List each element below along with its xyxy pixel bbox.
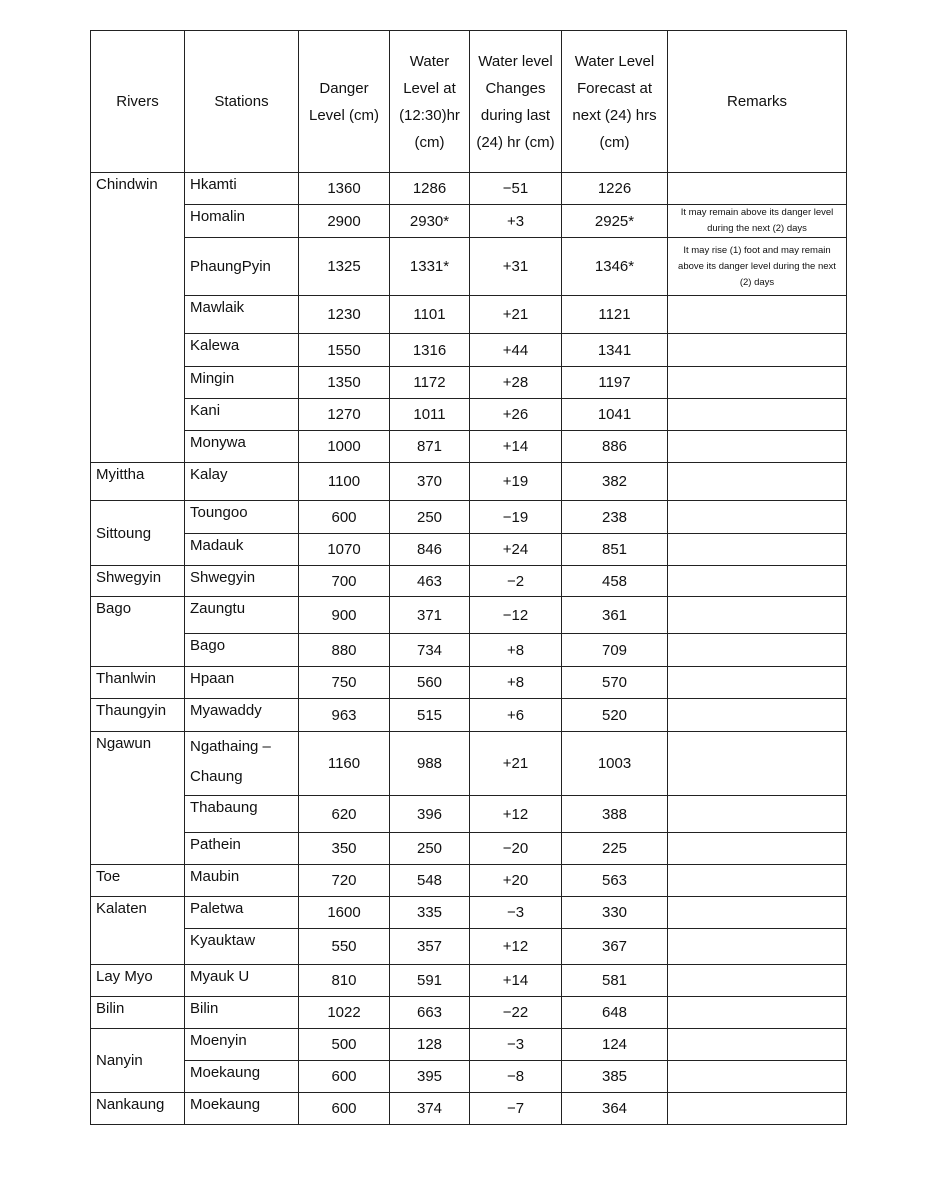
danger-level-cell: 1360 (299, 173, 390, 205)
level-change-cell: +8 (470, 667, 562, 699)
river-cell: Bilin (91, 997, 185, 1029)
remarks-cell (668, 965, 847, 997)
table-row (91, 732, 847, 796)
river-cell: Nanyin (91, 1029, 185, 1093)
danger-level-cell: 600 (299, 1093, 390, 1125)
level-change-cell: +28 (470, 367, 562, 399)
river-cell: Toe (91, 865, 185, 897)
table-row (91, 929, 847, 965)
water-level-cell: 871 (390, 431, 470, 463)
remarks-cell (668, 929, 847, 965)
station-cell: Hpaan (185, 667, 299, 699)
remarks-cell (668, 463, 847, 501)
forecast-cell: 1341 (562, 334, 668, 367)
table-row (91, 431, 847, 463)
table-row (91, 965, 847, 997)
level-change-cell: +12 (470, 929, 562, 965)
water-level-table (90, 30, 847, 1125)
water-level-cell: 335 (390, 897, 470, 929)
danger-level-cell: 810 (299, 965, 390, 997)
remarks-cell (668, 699, 847, 732)
forecast-cell: 648 (562, 997, 668, 1029)
level-change-cell: +14 (470, 431, 562, 463)
danger-level-cell: 1270 (299, 399, 390, 431)
station-cell: Mawlaik (185, 296, 299, 334)
river-cell: Sittoung (91, 501, 185, 566)
station-cell: Kani (185, 399, 299, 431)
forecast-cell: 388 (562, 796, 668, 833)
danger-level-cell: 1600 (299, 897, 390, 929)
forecast-cell: 1226 (562, 173, 668, 205)
forecast-cell: 520 (562, 699, 668, 732)
forecast-cell: 570 (562, 667, 668, 699)
station-cell: Hkamti (185, 173, 299, 205)
danger-level-cell: 1325 (299, 238, 390, 296)
header-row (91, 31, 847, 173)
table-row (91, 238, 847, 296)
level-change-cell: +26 (470, 399, 562, 431)
danger-level-cell: 963 (299, 699, 390, 732)
table-row (91, 534, 847, 566)
level-change-cell: +20 (470, 865, 562, 897)
remarks-cell (668, 296, 847, 334)
danger-level-cell: 1022 (299, 997, 390, 1029)
station-cell: Ngathaing – Chaung (185, 732, 299, 796)
water-level-cell: 371 (390, 597, 470, 634)
remarks-cell (668, 1029, 847, 1061)
danger-level-cell: 600 (299, 501, 390, 534)
river-cell: Nankaung (91, 1093, 185, 1125)
station-cell: Toungoo (185, 501, 299, 534)
level-change-cell: +6 (470, 699, 562, 732)
water-level-cell: 463 (390, 566, 470, 597)
level-change-cell: −12 (470, 597, 562, 634)
table-row (91, 367, 847, 399)
station-cell: Moekaung (185, 1093, 299, 1125)
forecast-cell: 1003 (562, 732, 668, 796)
water-level-cell: 370 (390, 463, 470, 501)
remarks-cell (668, 667, 847, 699)
table-row (91, 566, 847, 597)
danger-level-cell: 1100 (299, 463, 390, 501)
table-row (91, 865, 847, 897)
forecast-cell: 1121 (562, 296, 668, 334)
table-row (91, 296, 847, 334)
river-cell: Bago (91, 597, 185, 667)
danger-level-cell: 620 (299, 796, 390, 833)
remarks-cell (668, 732, 847, 796)
forecast-cell: 124 (562, 1029, 668, 1061)
header-rivers: Rivers (91, 31, 185, 173)
water-level-cell: 374 (390, 1093, 470, 1125)
forecast-cell: 2925* (562, 205, 668, 238)
station-cell: Shwegyin (185, 566, 299, 597)
danger-level-cell: 1230 (299, 296, 390, 334)
forecast-cell: 330 (562, 897, 668, 929)
water-level-cell: 548 (390, 865, 470, 897)
remarks-cell (668, 501, 847, 534)
water-level-cell: 395 (390, 1061, 470, 1093)
danger-level-cell: 900 (299, 597, 390, 634)
forecast-cell: 1041 (562, 399, 668, 431)
water-level-cell: 515 (390, 699, 470, 732)
danger-level-cell: 1550 (299, 334, 390, 367)
level-change-cell: −2 (470, 566, 562, 597)
danger-level-cell: 1070 (299, 534, 390, 566)
remarks-cell (668, 833, 847, 865)
water-level-cell: 846 (390, 534, 470, 566)
table-row (91, 173, 847, 205)
table-row (91, 833, 847, 865)
danger-level-cell: 1000 (299, 431, 390, 463)
header-water-level: Water Level at (12:30)hr (cm) (390, 31, 470, 173)
forecast-cell: 1197 (562, 367, 668, 399)
level-change-cell: −7 (470, 1093, 562, 1125)
table-row (91, 1061, 847, 1093)
danger-level-cell: 720 (299, 865, 390, 897)
forecast-cell: 361 (562, 597, 668, 634)
river-cell: Myittha (91, 463, 185, 501)
table-row (91, 897, 847, 929)
table-row (91, 205, 847, 238)
danger-level-cell: 1350 (299, 367, 390, 399)
remarks-cell (668, 634, 847, 667)
station-cell: Bilin (185, 997, 299, 1029)
station-cell: PhaungPyin (185, 238, 299, 296)
river-cell: Lay Myo (91, 965, 185, 997)
remarks-cell (668, 796, 847, 833)
forecast-cell: 458 (562, 566, 668, 597)
water-level-cell: 396 (390, 796, 470, 833)
header-level-change: Water level Changes during last (24) hr (cm) (470, 31, 562, 173)
level-change-cell: +14 (470, 965, 562, 997)
forecast-cell: 851 (562, 534, 668, 566)
water-level-cell: 591 (390, 965, 470, 997)
forecast-cell: 364 (562, 1093, 668, 1125)
water-level-cell: 1316 (390, 334, 470, 367)
remarks-cell (668, 597, 847, 634)
forecast-cell: 238 (562, 501, 668, 534)
remarks-cell (668, 1093, 847, 1125)
level-change-cell: +21 (470, 296, 562, 334)
header-forecast: Water Level Forecast at next (24) hrs (cm) (562, 31, 668, 173)
level-change-cell: −3 (470, 1029, 562, 1061)
level-change-cell: +31 (470, 238, 562, 296)
remarks-cell (668, 865, 847, 897)
station-cell: Pathein (185, 833, 299, 865)
level-change-cell: +12 (470, 796, 562, 833)
station-cell: Kyauktaw (185, 929, 299, 965)
danger-level-cell: 550 (299, 929, 390, 965)
forecast-cell: 367 (562, 929, 668, 965)
table-row (91, 1029, 847, 1061)
water-level-cell: 1331* (390, 238, 470, 296)
remarks-cell (668, 997, 847, 1029)
station-cell: Myawaddy (185, 699, 299, 732)
water-level-cell: 734 (390, 634, 470, 667)
table-row (91, 463, 847, 501)
danger-level-cell: 750 (299, 667, 390, 699)
forecast-cell: 709 (562, 634, 668, 667)
level-change-cell: −22 (470, 997, 562, 1029)
header-danger-level: Danger Level (cm) (299, 31, 390, 173)
forecast-cell: 581 (562, 965, 668, 997)
danger-level-cell: 2900 (299, 205, 390, 238)
table-row (91, 334, 847, 367)
table-row (91, 1093, 847, 1125)
river-cell: Shwegyin (91, 566, 185, 597)
water-level-cell: 128 (390, 1029, 470, 1061)
level-change-cell: −3 (470, 897, 562, 929)
level-change-cell: +3 (470, 205, 562, 238)
station-cell: Kalewa (185, 334, 299, 367)
level-change-cell: +8 (470, 634, 562, 667)
water-level-cell: 250 (390, 833, 470, 865)
station-cell: Madauk (185, 534, 299, 566)
table-row (91, 597, 847, 634)
forecast-cell: 563 (562, 865, 668, 897)
river-cell: Kalaten (91, 897, 185, 965)
remarks-cell (668, 534, 847, 566)
table-row (91, 399, 847, 431)
table-row (91, 501, 847, 534)
table-row (91, 796, 847, 833)
level-change-cell: +24 (470, 534, 562, 566)
remarks-cell (668, 173, 847, 205)
danger-level-cell: 350 (299, 833, 390, 865)
forecast-cell: 382 (562, 463, 668, 501)
forecast-cell: 225 (562, 833, 668, 865)
remarks-cell (668, 566, 847, 597)
danger-level-cell: 700 (299, 566, 390, 597)
table-row (91, 667, 847, 699)
danger-level-cell: 880 (299, 634, 390, 667)
station-cell: Maubin (185, 865, 299, 897)
table-row (91, 634, 847, 667)
station-cell: Moenyin (185, 1029, 299, 1061)
forecast-cell: 385 (562, 1061, 668, 1093)
level-change-cell: −51 (470, 173, 562, 205)
station-cell: Mingin (185, 367, 299, 399)
remarks-cell: It may rise (1) foot and may remain above its danger level during the next (2) days (668, 238, 847, 296)
water-level-cell: 1011 (390, 399, 470, 431)
table-row (91, 699, 847, 732)
header-remarks: Remarks (668, 31, 847, 173)
danger-level-cell: 600 (299, 1061, 390, 1093)
river-cell: Thanlwin (91, 667, 185, 699)
water-level-cell: 1101 (390, 296, 470, 334)
remarks-cell (668, 334, 847, 367)
level-change-cell: +21 (470, 732, 562, 796)
level-change-cell: −8 (470, 1061, 562, 1093)
water-level-cell: 1286 (390, 173, 470, 205)
water-level-cell: 357 (390, 929, 470, 965)
river-cell: Chindwin (91, 173, 185, 463)
danger-level-cell: 1160 (299, 732, 390, 796)
level-change-cell: +19 (470, 463, 562, 501)
remarks-cell (668, 1061, 847, 1093)
remarks-cell (668, 431, 847, 463)
station-cell: Moekaung (185, 1061, 299, 1093)
remarks-cell (668, 367, 847, 399)
station-cell: Zaungtu (185, 597, 299, 634)
remarks-cell (668, 399, 847, 431)
danger-level-cell: 500 (299, 1029, 390, 1061)
station-cell: Monywa (185, 431, 299, 463)
level-change-cell: +44 (470, 334, 562, 367)
river-cell: Thaungyin (91, 699, 185, 732)
level-change-cell: −19 (470, 501, 562, 534)
station-cell: Paletwa (185, 897, 299, 929)
station-cell: Thabaung (185, 796, 299, 833)
station-cell: Myauk U (185, 965, 299, 997)
water-level-cell: 663 (390, 997, 470, 1029)
river-cell: Ngawun (91, 732, 185, 865)
water-level-cell: 988 (390, 732, 470, 796)
forecast-cell: 886 (562, 431, 668, 463)
remarks-cell (668, 897, 847, 929)
remarks-cell: It may remain above its danger level during the next (2) days (668, 205, 847, 238)
level-change-cell: −20 (470, 833, 562, 865)
water-level-cell: 2930* (390, 205, 470, 238)
station-cell: Homalin (185, 205, 299, 238)
water-level-cell: 560 (390, 667, 470, 699)
header-stations: Stations (185, 31, 299, 173)
water-level-cell: 250 (390, 501, 470, 534)
station-cell: Bago (185, 634, 299, 667)
table-row (91, 997, 847, 1029)
water-level-cell: 1172 (390, 367, 470, 399)
forecast-cell: 1346* (562, 238, 668, 296)
station-cell: Kalay (185, 463, 299, 501)
